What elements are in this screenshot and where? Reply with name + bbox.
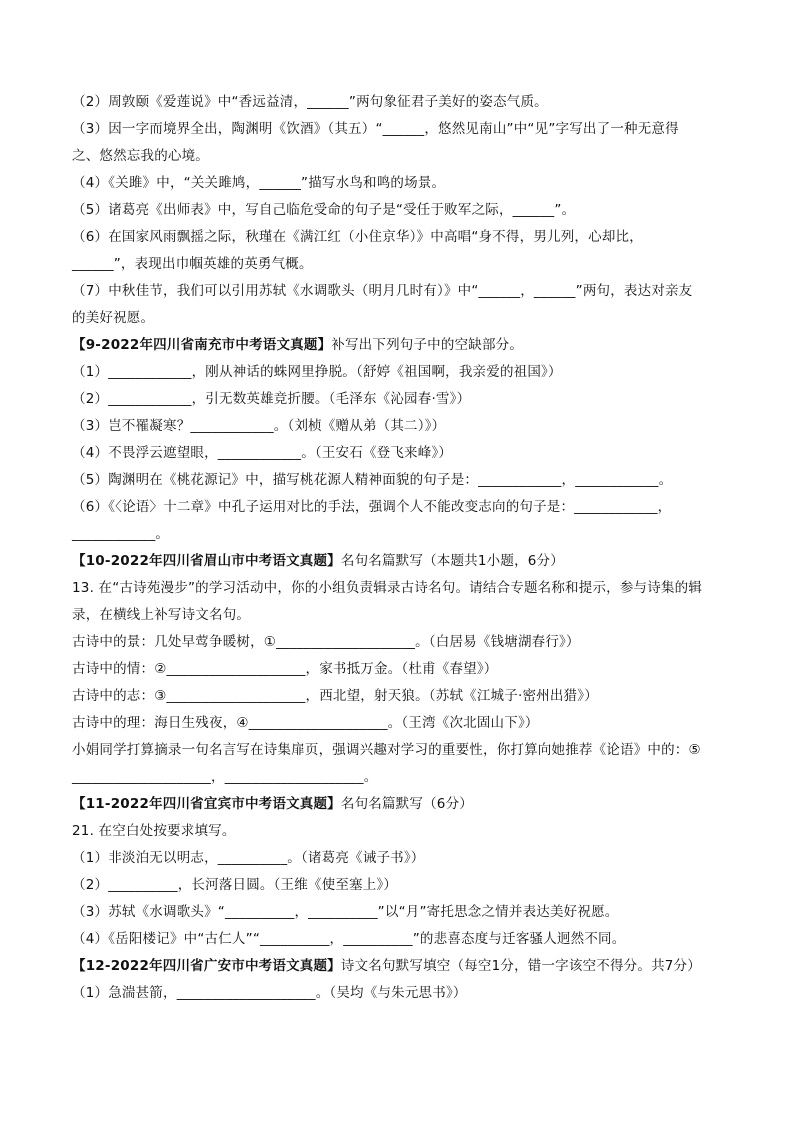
text-line: 之、悠然忘我的心境。 — [72, 148, 209, 164]
text-line: （3）因一字而境界全出，陶渊明《饮酒》（其五）“______，悠然见南山”中“见”字写出了一种无意得 — [72, 121, 679, 137]
section-heading: 【10-2022年四川省眉山市中考语文真题】名句名篇默写（本题共1小题，6分） — [72, 553, 564, 569]
text-line: （3）岂不罹凝寒？____________。（刘桢《赠从弟（其二）》） — [72, 418, 446, 434]
text-line: 小娟同学打算摘录一句名言写在诗集扉页，强调兴趣对学习的重要性，你打算向她推荐《论语》中的：⑤ — [72, 742, 701, 758]
text-line: （6）在国家风雨飘摇之际，秋瑾在《满江红（小住京华）》中高唱“身不得，男儿列，心却比， — [72, 229, 643, 245]
text-line: 古诗中的志：③____________________，西北望，射天狼。（苏轼《江城子·密州出猎》） — [72, 688, 598, 704]
text-line: 13. 在“古诗苑漫步”的学习活动中，你的小组负责辑录古诗名句。请结合专题名称和提示，参与诗集的辑 — [72, 580, 703, 596]
text-line: （4）不畏浮云遮望眼，____________。（王安石《登飞来峰》） — [72, 445, 453, 461]
text-line: 录，在横线上补写诗文名句。 — [72, 607, 251, 623]
text-line: （4）《岳阳楼记》中“古仁人”“__________，__________”的悲喜态度与迁客骚人迥然不同。 — [72, 931, 626, 947]
text-line: （5）陶渊明在《桃花源记》中，描写桃花源人精神面貌的句子是：____________，____________。 — [72, 472, 673, 488]
text-line: （1）非淡泊无以明志，__________。（诸葛亮《诫子书》） — [72, 850, 425, 866]
text-line: （4）《关雎》中，“关关雎鸠，______”描写水鸟和鸣的场景。 — [72, 175, 446, 191]
section-source-label: 【12-2022年四川省广安市中考语文真题】 — [72, 958, 341, 974]
section-heading: 【11-2022年四川省宜宾市中考语文真题】名句名篇默写（6分） — [72, 796, 473, 812]
text-line: （2）__________，长河落日圆。（王维《使至塞上》） — [72, 877, 398, 893]
text-line: 古诗中的情：②____________________，家书抵万金。（杜甫《春望》） — [72, 661, 498, 677]
text-line: （2）周敦颐《爱莲说》中“香远益清，______”两句象征君子美好的姿态气质。 — [72, 94, 548, 110]
text-line: ____________________，____________________。 — [72, 769, 378, 785]
text-line: （5）诸葛亮《出师表》中，写自己临危受命的句子是“受任于败军之际，______”。 — [72, 202, 576, 218]
section-heading: 【12-2022年四川省广安市中考语文真题】诗文名句默写填空（每空1分，错一字该空不得分。共7分） — [72, 958, 701, 974]
text-line: （2）____________，引无数英雄竞折腰。（毛泽东《沁园春·雪》） — [72, 391, 471, 407]
text-line: （1）____________，刚从神话的蛛网里挣脱。（舒婷《祖国啊，我亲爱的祖国》） — [72, 364, 562, 380]
text-line: 古诗中的景：几处早莺争暖树，①____________________。（白居易《钱塘湖春行》） — [72, 634, 580, 650]
text-line: ______”，表现出巾帼英雄的英勇气概。 — [72, 256, 313, 272]
text-line: 的美好祝愿。 — [72, 310, 155, 326]
text-line: ____________。 — [72, 526, 170, 542]
text-line: （6）《〈论语〉十二章》中孔子运用对比的手法，强调个人不能改变志向的句子是：____________， — [72, 499, 672, 515]
section-source-label: 【11-2022年四川省宜宾市中考语文真题】 — [72, 796, 341, 812]
section-heading: 【9-2022年四川省南充市中考语文真题】补写出下列句子中的空缺部分。 — [72, 337, 524, 353]
section-source-label: 【10-2022年四川省眉山市中考语文真题】 — [72, 553, 341, 569]
text-line: （3）苏轼《水调歌头》“__________，__________”以“月”寄托思念之情并表达美好祝愿。 — [72, 904, 619, 920]
text-line: 古诗中的理：海日生残夜，④____________________。（王湾《次北固山下》） — [72, 715, 539, 731]
text-line: （1）急湍甚箭，____________________。（吴均《与朱元思书》） — [72, 985, 467, 1001]
text-line: （7）中秋佳节，我们可以引用苏轼《水调歌头（明月几时有）》中“______，______”两句，表达对亲友 — [72, 283, 693, 299]
text-line: 21. 在空白处按要求填写。 — [72, 823, 236, 839]
section-source-label: 【9-2022年四川省南充市中考语文真题】 — [72, 337, 332, 353]
